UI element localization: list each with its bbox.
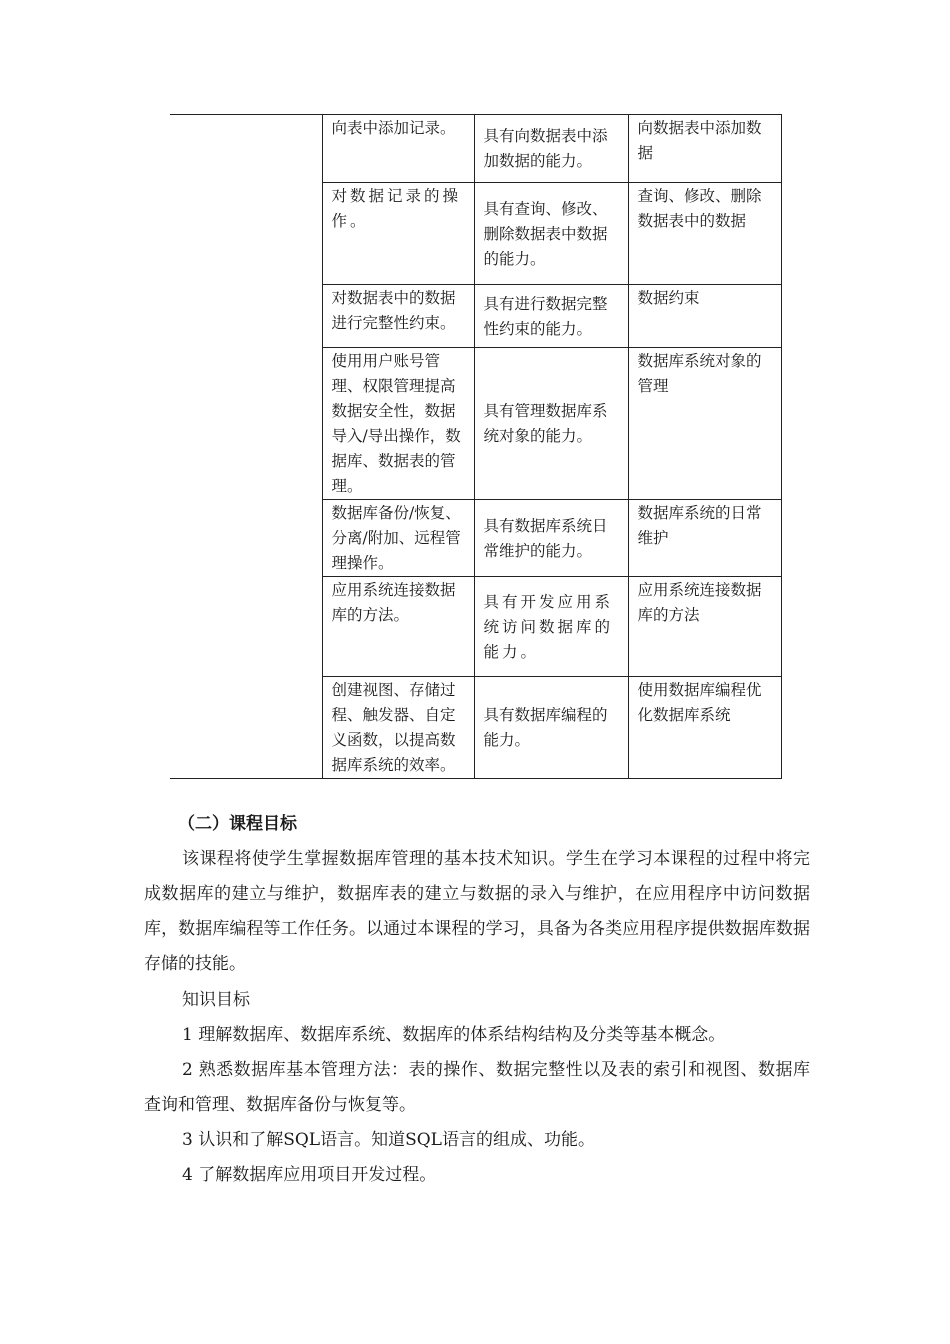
- knowledge-goal-item: 3 认识和了解SQL语言。知道SQL语言的组成、功能。: [182, 1130, 595, 1150]
- knowledge-goal-item: 1 理解数据库、数据库系统、数据库的体系结构结构及分类等基本概念。: [182, 1025, 726, 1045]
- table-cell-ability: 具有查询、修改、删除数据表中数据的能力。: [474, 183, 628, 285]
- table-cell-content: 应用系统连接数据库的方法。: [322, 577, 474, 677]
- table-cell-content: 对数据表中的数据进行完整性约束。: [322, 285, 474, 348]
- table-cell-content: 向表中添加记录。: [322, 115, 474, 183]
- table-row: [170, 115, 781, 183]
- table-cell-ability: 具有开发应用系统访问数据库的能力。: [474, 577, 628, 677]
- table-cell-ability: 具有进行数据完整性约束的能力。: [474, 285, 628, 348]
- knowledge-goal-item: 2 熟悉数据库基本管理方法：表的操作、数据完整性以及表的索引和视图、数据库查询和管理、数据库备份与恢复等。: [144, 1060, 810, 1115]
- table-cell-task: 数据库系统对象的管理: [628, 348, 781, 500]
- table-cell-task: 使用数据库编程优化数据库系统: [628, 677, 781, 779]
- intro-paragraph: 该课程将使学生掌握数据库管理的基本技术知识。学生在学习本课程的过程中将完成数据库的建立与维护，数据库表的建立与数据的录入与维护，在应用程序中访问数据库，数据库编程等工作任务。以通过本课程的学习，具备为各类应用程序提供数据库数据存储的技能。: [144, 849, 810, 974]
- table-cell-task: 数据约束: [628, 285, 781, 348]
- table-cell-task: 数据库系统的日常维护: [628, 500, 781, 577]
- table-left-merged-cell: [170, 115, 322, 779]
- table-cell-task: 查询、修改、删除数据表中的数据: [628, 183, 781, 285]
- table-cell-ability: 具有管理数据库系统对象的能力。: [474, 348, 628, 500]
- table-cell-ability: 具有数据库编程的能力。: [474, 677, 628, 779]
- table-cell-task: 应用系统连接数据库的方法: [628, 577, 781, 677]
- table-cell-ability: 具有向数据表中添加数据的能力。: [474, 115, 628, 183]
- table-cell-ability: 具有数据库系统日常维护的能力。: [474, 500, 628, 577]
- course-content-table: [170, 114, 782, 779]
- table-cell-content: 对数据记录的操作。: [322, 183, 474, 285]
- table-cell-content: 创建视图、存储过程、触发器、自定义函数，以提高数据库系统的效率。: [322, 677, 474, 779]
- table-cell-task: 向数据表中添加数据: [628, 115, 781, 183]
- table-cell-content: 数据库备份/恢复、分离/附加、远程管理操作。: [322, 500, 474, 577]
- knowledge-goal-item: 4 了解数据库应用项目开发过程。: [182, 1165, 437, 1185]
- table-cell-content: 使用用户账号管理、权限管理提高数据安全性，数据导入/导出操作，数据库、数据表的管理。: [322, 348, 474, 500]
- knowledge-goals-title: 知识目标: [182, 990, 250, 1010]
- section-heading: （二）课程目标: [178, 814, 297, 834]
